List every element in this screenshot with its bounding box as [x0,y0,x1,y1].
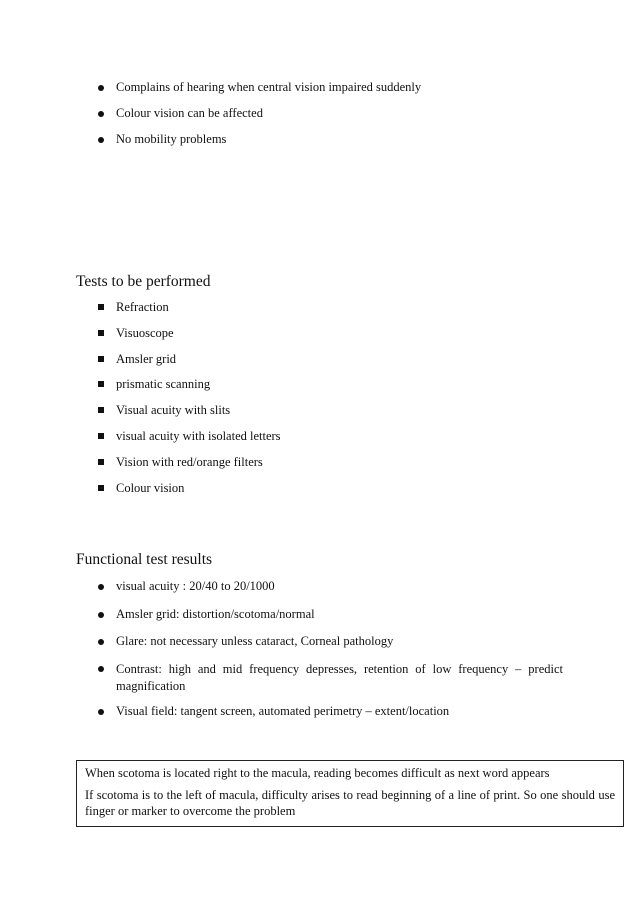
note-line-2: If scotoma is to the left of macula, difficulty arises to read beginning of a line of print. So one should use finger or marker to overcome the problem [85,788,615,818]
list-item-text: Complains of hearing when central vision impaired suddenly [116,80,422,94]
list-item-text: Vision with red/orange filters [116,455,263,469]
bullet-dot-icon [96,661,106,672]
list-item-text: No mobility problems [116,132,227,146]
bullet-square-icon [96,429,106,439]
list-item-text: Refraction [116,300,169,314]
list-item-text: Glare: not necessary unless cataract, Corneal pathology [116,634,394,648]
results-heading: Functional test results [76,551,213,568]
note-line-1: When scotoma is located right to the macula, reading becomes difficult as next word appears [85,766,550,780]
bullet-square-icon [96,481,106,491]
note-box [76,760,624,827]
list-item-text: Amsler grid: distortion/scotoma/normal [116,607,315,621]
bullet-square-icon [96,300,106,310]
bullet-square-icon [96,326,106,336]
list-item-text: visual acuity with isolated letters [116,429,281,443]
list-item-text: Colour vision can be affected [116,106,263,120]
bullet-dot-icon [96,579,106,590]
bullet-dot-icon [96,704,106,715]
tests-heading: Tests to be performed [76,273,211,290]
list-item-text: Contrast: high and mid frequency depresses, retention of low frequency – predict magnification [116,662,567,693]
bullet-dot-icon [96,106,106,117]
bullet-square-icon [96,352,106,362]
list-item-text: Visuoscope [116,326,174,340]
bullet-dot-icon [96,634,106,645]
list-item-text: Visual field: tangent screen, automated perimetry – extent/location [116,704,450,718]
bullet-square-icon [96,455,106,465]
list-item-text: prismatic scanning [116,377,211,391]
bullet-square-icon [96,403,106,413]
list-item-text: visual acuity : 20/40 to 20/1000 [116,579,275,593]
bullet-square-icon [96,377,106,387]
bullet-dot-icon [96,80,106,91]
bullet-dot-icon [96,607,106,618]
list-item-text: Amsler grid [116,352,177,366]
list-item-text: Visual acuity with slits [116,403,231,417]
bullet-dot-icon [96,132,106,143]
list-item-text: Colour vision [116,481,185,495]
